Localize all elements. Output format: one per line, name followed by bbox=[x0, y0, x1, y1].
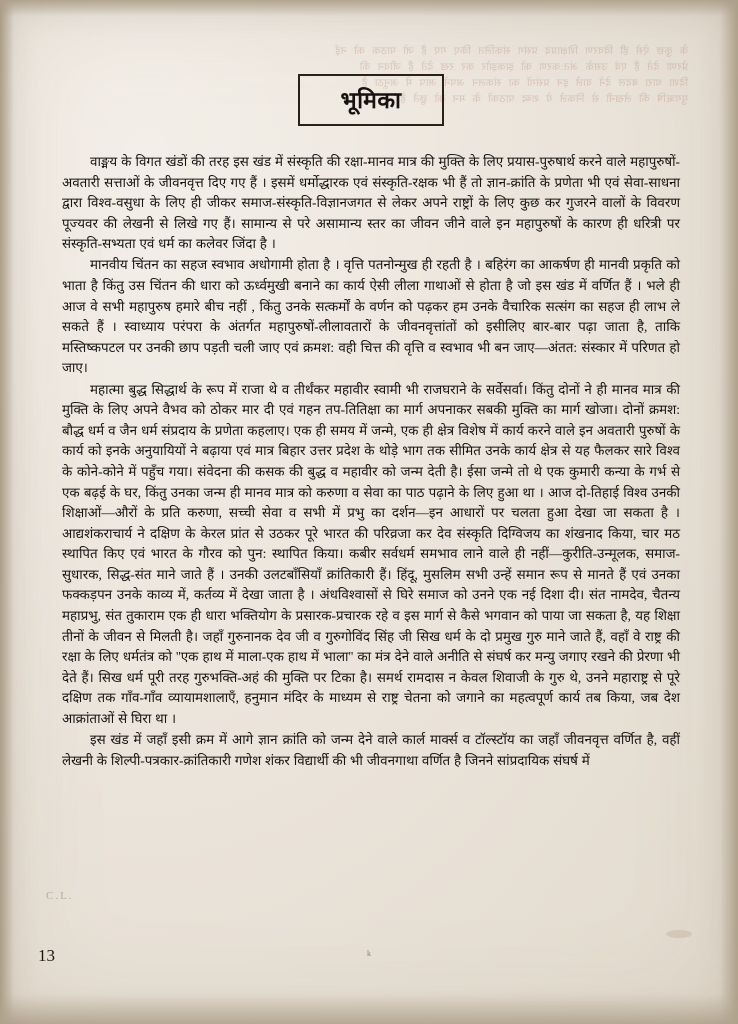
page-title-box bbox=[298, 74, 443, 126]
paragraph: इस खंड में जहाँ इसी क्रम में आगे ज्ञान क्रांति को जन्म देने वाले कार्ल मार्क्स व टॉल्स्टॉय का जहाँ जीवनवृत्त वर्णित है, वहीं लेखनी के शिल्पी-पत्रकार-क्रांतिकारी गणेश शंकर विद्यार्थी की भी जीवनगाथा वर्णित है जिनने सांप्रदायिक संघर्ष में bbox=[62, 732, 680, 768]
center-footer-mark: k bbox=[367, 949, 371, 958]
page-edge-left bbox=[0, 0, 14, 1024]
page-content bbox=[0, 74, 738, 771]
bleed-line: युगऋषि की लेखनी से निकले ये शब्द पाठकों के मन को छूते हैं bbox=[399, 94, 688, 105]
page-edge-bottom bbox=[0, 994, 738, 1024]
margin-annotation: C.L. bbox=[46, 890, 74, 902]
page-edge-right bbox=[720, 0, 738, 1024]
bleed-line: के कुछ ऐसे ही विवरण शिक्षाप्रद प्रसंग संकलित किए गए हैं जो पाठक को नई bbox=[334, 46, 688, 57]
body-text bbox=[62, 152, 680, 771]
bleed-line: दिशा धारा बदल देने वाले इन प्रसंगों का संकलन अपने आप में अनूठा है bbox=[361, 78, 688, 89]
paragraph: मानवीय चिंतन का सहज स्वभाव अधोगामी होता है । वृत्ति पतनोन्मुख ही रहती है । बहिरंग का आकर्षण ही मानवी प्रकृति को भाता है किंतु उस चिंतन की धारा को ऊर्ध्वमुखी बनाने का कार्य ऐसी लीला गाथाओं से होता है जो इस खंड में वर्णित हैं । भले ही आज वे सभी महापुरुष हमारे बीच नहीं , किंतु उनके सत्कर्मों के वर्णन को पढ़कर हम उनके वैचारिक सत्संग का सहज ही लाभ ले सकते हैं । स्वाध्याय परंपरा के अंतर्गत महापुरुषों-लीलावतारों के जीवनवृत्तांतों को इसीलिए बार-बार पढ़ा जाता है, ताकि मस्तिष्कपटल पर उनकी छाप पड़ती चली जाए एवं क्रमश: वही चित्त की वृत्ति व स्वभाव भी बन जाए—अंतत: संस्कार में परिणत हो जाए। bbox=[62, 257, 680, 376]
page-smudge bbox=[666, 930, 692, 938]
paragraph: वाङ्मय के विगत खंडों की तरह इस खंड में संस्कृति की रक्षा-मानव मात्र की मुक्ति के लिए प्रयास-पुरुषार्थ करने वाले महापुरुषों-अवतारी सत्ताओं के जीवनवृत्त दिए गए हैं । इसमें धर्मोद्धारक एवं संस्कृति-रक्षक भी हैं तो ज्ञान-क्रांति के प्रणेता भी एवं सेवा-साधना द्वारा विश्व-वसुधा के लिए ही जीकर समाज-संस्कृति-विज्ञानजगत से लेकर अपने राष्ट्रों के लिए कुछ कर गुजरने वालों के विवरण पूज्यवर की लेखनी से लिखे गए हैं। सामान्य से परे असामान्य स्तर का जीवन जीने वाले इन महापुरुषों के कारण ही धरित्री पर संस्कृति-सभ्यता एवं धर्म का कलेवर जिंदा है । bbox=[62, 154, 680, 252]
bleed-line: प्रेरणा देते हैं एवं उसके अंत:करण को झकझोर कर रख देते हैं जीवन की bbox=[359, 62, 688, 73]
page-edge-top bbox=[0, 0, 738, 16]
paragraph: महात्मा बुद्ध सिद्धार्थ के रूप में राजा थे व तीर्थंकर महावीर स्वामी भी राजघराने के सर्वेसर्वा। किंतु दोनों ने ही मानव मात्र की मुक्ति के लिए अपने वैभव को ठोकर मार दी एवं गहन तप-तितिक्षा का मार्ग अपनाकर सबकी मुक्ति का मार्ग खोजा। दोनों क्रमश: बौद्ध धर्म व जैन धर्म संप्रदाय के प्रणेता कहलाए। एक ही समय में जन्मे, एक ही क्षेत्र विशेष में कार्य करने वाले इन अवतारी पुरुषों के कार्य को इनके अनुयायियों ने बढ़ाया एवं मात्र बिहार उत्तर प्रदेश के थोड़े भाग तक सीमित उनके कार्य क्षेत्र से यह फैलकर सारे विश्व के कोने-कोने में पहुँच गया। संवेदना की कसक की बुद्ध व महावीर को जन्म देती है। ईसा जन्मे तो थे एक कुमारी कन्या के गर्भ से एक बढ़ई के घर, किंतु उनका जन्म ही मानव मात्र को करुणा व सेवा का पाठ पढ़ाने के लिए हुआ था । आज दो-तिहाई विश्व उनकी शिक्षाओं—औरों के प्रति करुणा, सच्ची सेवा व सभी में प्रभु का दर्शन—इन आधारों पर चलता हुआ देखा जा सकता है । आद्यशंकराचार्य ने दक्षिण के केरल प्रांत से उठकर पूरे भारत की परिव्रजा कर देव संस्कृति दिग्विजय का शंखनाद किया, चार मठ स्थापित किए एवं भारत के गौरव को पुन: स्थापित किया। कबीर सर्वधर्म समभाव लाने वाले ही नहीं—कुरीति-उन्मूलक, समाज-सुधारक, सिद्ध-संत माने जाते हैं । उनकी उलटबाँसियाँ क्रांतिकारी हैं। हिंदू, मुसलिम सभी उन्हें समान रूप से मानते हैं एवं उनका फक्कड़पन उनके काव्य में, कर्तव्य में देखा जाता है । अंधविश्वासों से घिरे समाज को उनने एक नई दिशा दी। संत नामदेव, चैतन्य महाप्रभु, संत तुकाराम एक ही धारा भक्तियोग के प्रसारक-प्रचारक रहे व इस मार्ग से कैसे भगवान को पाया जा सकता है, यह शिक्षा तीनों के जीवन से मिलती है। जहाँ गुरुनानक देव जी व गुरुगोविंद सिंह जी सिख धर्म के दो प्रमुख गुरु माने जाते हैं, वहाँ वे राष्ट्र की रक्षा के लिए धर्मतंत्र को ''एक हाथ में माला-एक हाथ में भाला'' का मंत्र देने वाले अनीति से संघर्ष कर मन्यु जगाए रखने की प्रेरणा भी देते हैं। सिख धर्म पूरी तरह गुरुभक्ति-अहं की मुक्ति पर टिका है। समर्थ रामदास न केवल शिवाजी के गुरु थे, उनने महाराष्ट्र से पूरे दक्षिण तक गाँव-गाँव व्यायामशालाएँ, हनुमान मंदिर के माध्यम से राष्ट्र चेतना को जगाने का महत्वपूर्ण कार्य तब किया, जब देश आक्रांताओं से घिरा था । bbox=[62, 381, 680, 727]
page-title-container bbox=[62, 74, 680, 126]
page-title: भूमिका bbox=[340, 87, 402, 113]
page-number: 13 bbox=[38, 946, 55, 965]
